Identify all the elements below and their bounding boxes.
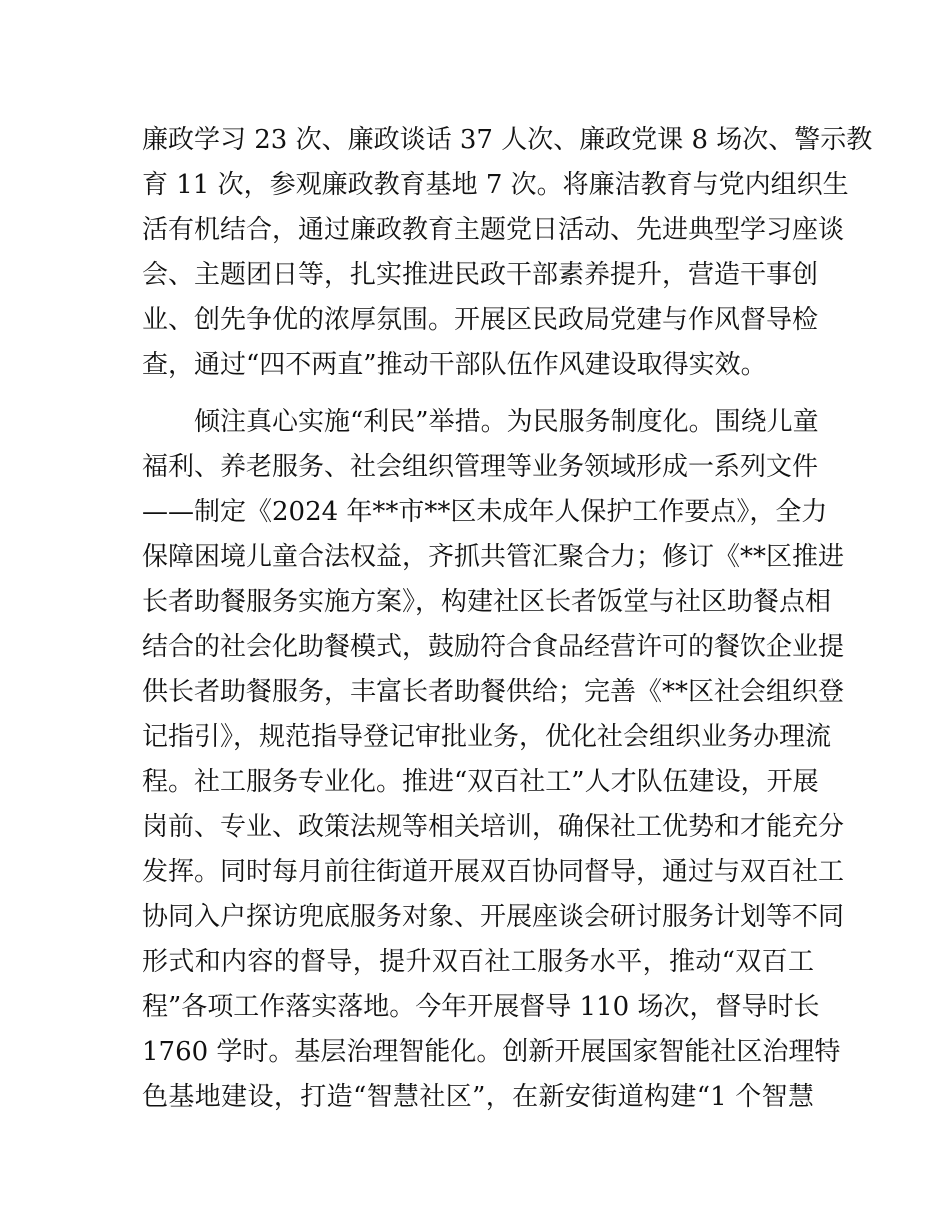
text-line: 形式和内容的督导，提升双百社工服务水平，推动“双百工 bbox=[142, 947, 814, 977]
text-line: 业、创先争优的浓厚氛围。开展区民政局党建与作风督导检 bbox=[142, 305, 819, 335]
paragraph-spacer bbox=[142, 388, 814, 400]
text-line: 结合的社会化助餐模式，鼓励符合食品经营许可的餐饮企业提 bbox=[142, 632, 845, 662]
text-line: 长者助餐服务实施方案》，构建社区长者饭堂与社区助餐点相 bbox=[142, 587, 832, 617]
text-line: 岗前、专业、政策法规等相关培训，确保社工优势和才能充分 bbox=[142, 812, 845, 842]
paragraph-integrity-education bbox=[142, 118, 873, 388]
text-line: 供长者助餐服务，丰富长者助餐供给；完善《**区社会组织登 bbox=[142, 677, 845, 707]
text-line: 协同入户探访兜底服务对象、开展座谈会研讨服务计划等不同 bbox=[142, 902, 845, 932]
text-line: 会、主题团日等，扎实推进民政干部素养提升，营造干事创 bbox=[142, 260, 819, 290]
text-line: 发挥。同时每月前往街道开展双百协同督导，通过与双百社工 bbox=[142, 857, 845, 887]
text-line: 程。社工服务专业化。推进“双百社工”人才队伍建设，开展 bbox=[142, 767, 819, 797]
text-line: 查，通过“四不两直”推动干部队伍作风建设取得实效。 bbox=[142, 350, 767, 380]
document-body bbox=[142, 118, 873, 1120]
text-line: ——制定《2024 年**市**区未成年人保护工作要点》，全力 bbox=[142, 497, 828, 527]
paragraph-people-benefit-measures bbox=[142, 400, 845, 1120]
text-line: 活有机结合，通过廉政教育主题党日活动、先进典型学习座谈 bbox=[142, 215, 845, 245]
text-line: 育 11 次，参观廉政教育基地 7 次。将廉洁教育与党内组织生 bbox=[142, 170, 849, 200]
text-line: 程”各项工作落实落地。今年开展督导 110 场次，督导时长 bbox=[142, 992, 820, 1022]
text-line: 保障困境儿童合法权益，齐抓共管汇聚合力；修订《**区推进 bbox=[142, 542, 845, 572]
text-line: 廉政学习 23 次、廉政谈话 37 人次、廉政党课 8 场次、警示教 bbox=[142, 125, 873, 155]
text-line: 色基地建设，打造“智慧社区”，在新安街道构建“1 个智慧 bbox=[142, 1082, 814, 1112]
text-line: 福利、养老服务、社会组织管理等业务领域形成一系列文件 bbox=[142, 452, 819, 482]
text-line: 记指引》，规范指导登记审批业务，优化社会组织业务办理流 bbox=[142, 722, 832, 752]
text-line: 倾注真心实施“利民”举措。为民服务制度化。围绕儿童 bbox=[194, 407, 819, 437]
text-line: 1760 学时。基层治理智能化。创新开展国家智能社区治理特 bbox=[142, 1037, 841, 1067]
